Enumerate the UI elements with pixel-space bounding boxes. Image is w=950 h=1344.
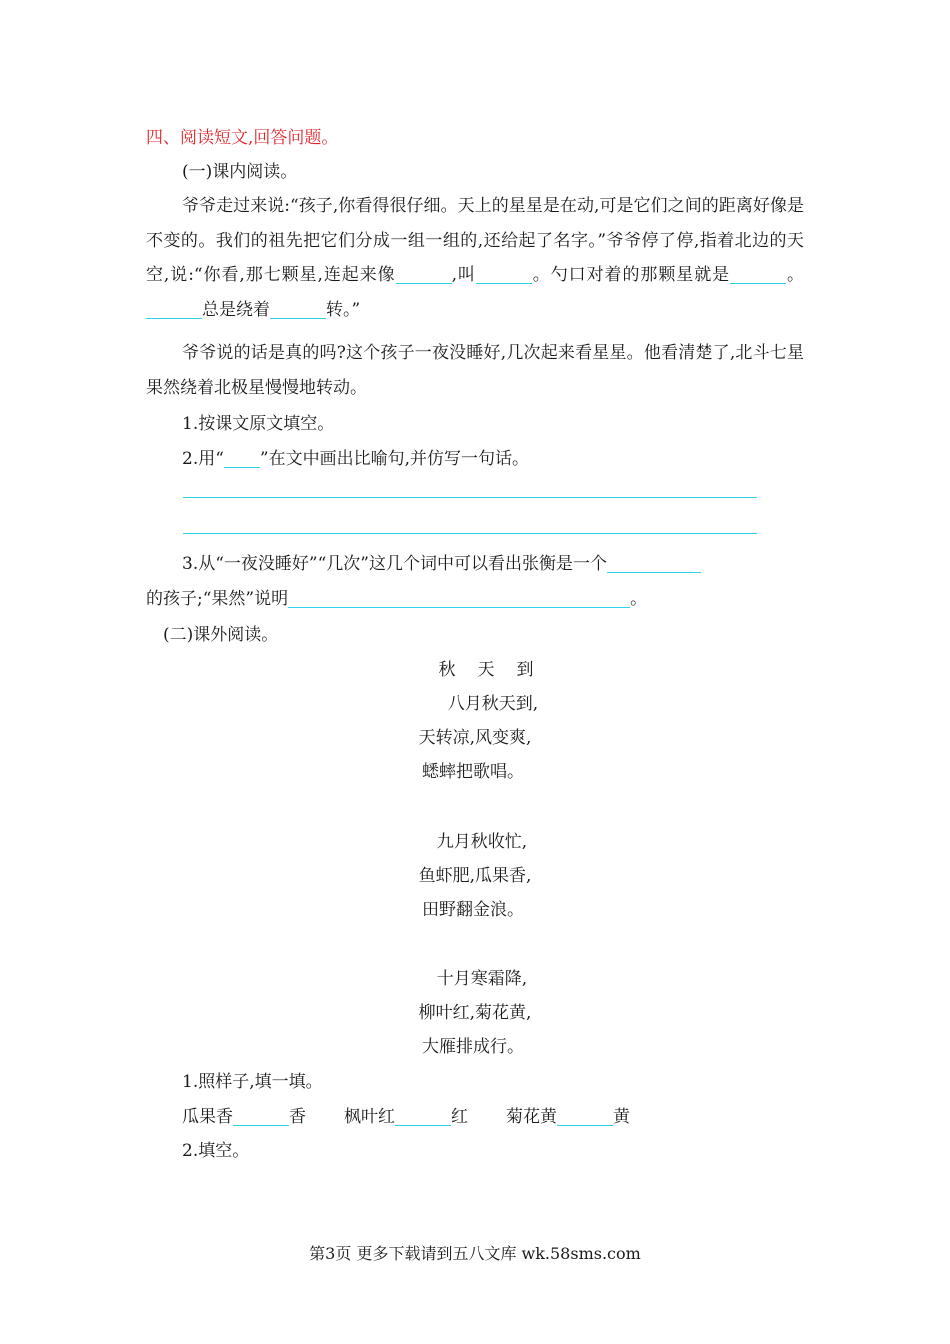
blank-1[interactable]	[396, 263, 452, 284]
poem-line: 天转凉,风变爽,	[418, 728, 532, 748]
poem-line: 十月寒霜降,	[436, 969, 528, 989]
question-1: 1.按课文原文填空。	[182, 414, 335, 434]
part1-heading: (一)课内阅读。	[182, 162, 298, 182]
question-3	[182, 551, 701, 577]
fill-blank-1[interactable]	[233, 1105, 289, 1126]
passage-text: 。勺口对着的那颗星就是	[531, 265, 731, 285]
blank-6[interactable]	[607, 552, 701, 573]
fill-word: 菊花黄	[506, 1107, 557, 1127]
part2-question-2: 2.填空。	[182, 1141, 250, 1161]
fill-end: 黄	[613, 1107, 630, 1127]
blank-7[interactable]	[288, 587, 630, 608]
page-footer: 第3页 更多下载请到五八文库 wk.58sms.com	[309, 1244, 641, 1263]
underline-sample	[224, 447, 260, 468]
question-text: 3.从“一夜没睡好”“几次”这几个词中可以看出张衡是一个	[182, 554, 607, 574]
fill-end: 红	[451, 1107, 468, 1127]
passage-paragraph-2	[146, 336, 804, 405]
poem-line: 田野翻金浪。	[422, 900, 524, 920]
question-text: 的孩子;“果然”说明	[146, 589, 289, 609]
passage-text: 总是绕着	[202, 299, 270, 320]
fill-blank-3[interactable]	[557, 1105, 613, 1126]
passage-paragraph-1	[146, 189, 804, 327]
poem-line: 鱼虾肥,瓜果香,	[418, 866, 532, 886]
poem-line: 九月秋收忙,	[436, 832, 528, 852]
section-title: 四、阅读短文,回答问题。	[146, 128, 339, 148]
part2-question-1: 1.照样子,填一填。	[182, 1072, 323, 1092]
passage-text: 爷爷说的话是真的吗?这个孩子一夜没睡好,几次起来看星星。他看清楚了,北斗七星果然绕着北极星慢慢地转动。	[146, 343, 804, 398]
question-2	[182, 446, 529, 472]
question-3-cont	[146, 586, 647, 612]
fill-end: 香	[289, 1107, 306, 1127]
poem-line: 蟋蟀把歌唱。	[422, 762, 524, 782]
fill-blank-2[interactable]	[395, 1105, 451, 1126]
answer-line-1[interactable]	[183, 497, 757, 498]
passage-text: 。	[786, 265, 805, 285]
poem-line: 八月秋天到,	[447, 694, 539, 714]
poem-line: 柳叶红,菊花黄,	[418, 1003, 532, 1023]
poem-line: 大雁排成行。	[422, 1037, 524, 1057]
fill-row	[182, 1104, 630, 1130]
answer-line-2[interactable]	[183, 533, 757, 534]
question-text: 。	[630, 589, 648, 609]
part2-heading: (二)课外阅读。	[163, 625, 279, 645]
blank-3[interactable]	[730, 263, 786, 284]
fill-word: 枫叶红	[344, 1107, 395, 1127]
passage-text: ,叫	[451, 265, 476, 285]
question-text: 2.用“	[182, 449, 224, 469]
poem-title: 秋天到	[438, 660, 556, 680]
blank-4[interactable]	[146, 298, 202, 319]
fill-word: 瓜果香	[182, 1107, 233, 1127]
blank-5[interactable]	[270, 298, 326, 319]
passage-text: 爷爷走过来说:“孩子,你看得很仔细。天上的星星是在动,可是它们之间的距离好像是不变的。我们的祖先把它们分成一组一组的,还给起了名字。”爷爷停了停,指着北边的天空,说:“你看,那七颗星,连起来像	[146, 196, 804, 285]
question-text: ”在文中画出比喻句,并仿写一句话。	[259, 449, 530, 469]
passage-text: 转。”	[326, 299, 361, 320]
blank-2[interactable]	[476, 263, 532, 284]
